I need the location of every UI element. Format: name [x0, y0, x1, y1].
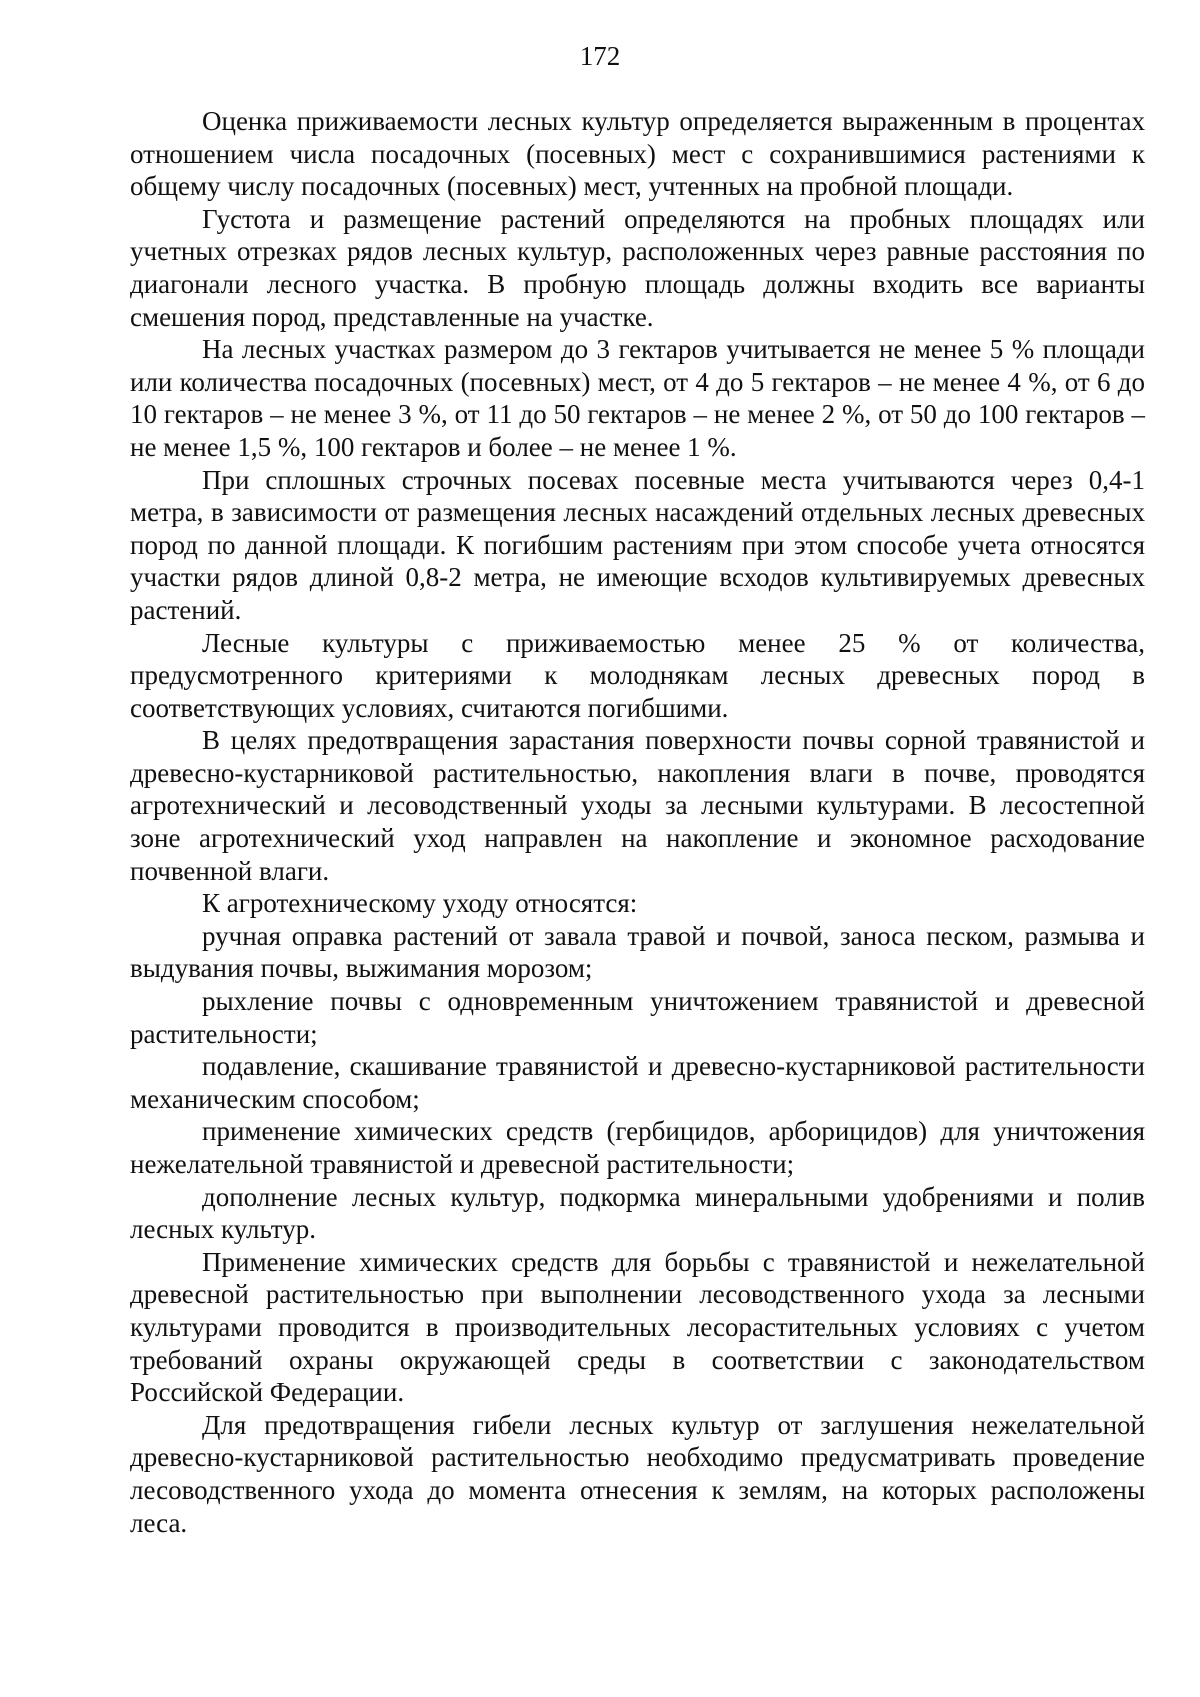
paragraph: При сплошных строчных посевах посевные места учитываются через 0,4-1 метра, в зависимости от размещения лесных насаждений отдельных лесных древесных пород по данной площади. К погибшим растениям при этом способе учета относятся участки рядов длиной 0,8-2 метра, не имеющие всходов культивируемых древесных растений. [130, 464, 1145, 625]
paragraph: К агротехническому уходу относятся: [202, 888, 638, 919]
list-item: подавление, скашивание травянистой и древесно-кустарниковой растительности механическим способом; [130, 1051, 1145, 1114]
paragraph: Оценка приживаемости лесных культур определяется выраженным в процентах отношением числа посадочных (посевных) мест с сохранившимися растениями к общему числу посадочных (посевных) мест, учтенных на пробной площади. [130, 106, 1145, 202]
list-item: ручная оправка растений от завала травой и почвой, заноса песком, размыва и выдувания почвы, выжимания морозом; [130, 920, 1145, 984]
paragraph: Лесные культуры с приживаемостью менее 25 % от количества, предусмотренного критериями к молоднякам лесных древесных пород в соответствующих условиях, считаются погибшими. [130, 627, 1145, 723]
paragraph: Применение химических средств для борьбы с травянистой и нежелательной древесной растительностью при выполнении лесоводственного ухода за лесными культурами проводится в производительных лесорастительных условиях с учетом требований охраны окружающей среды в соответствии с законодательством Российской Федерации. [130, 1246, 1145, 1408]
document-body [130, 105, 1145, 1539]
paragraph: Для предотвращения гибели лесных культур от заглушения нежелательной древесно-кустарниковой растительностью необходимо предусматривать проведение лесоводственного ухода до момента отнесения к землям, на которых расположены леса. [130, 1409, 1145, 1538]
page-number: 172 [579, 41, 621, 71]
list-item: дополнение лесных культур, подкормка минеральными удобрениями и полив лесных культур. [130, 1181, 1145, 1245]
paragraph: На лесных участках размером до 3 гектаров учитывается не менее 5 % площади или количества посадочных (посевных) мест, от 4 до 5 гектаров – не менее 4 %, от 6 до 10 гектаров – не менее 3 %, от 11 до 50 гектаров – не менее 2 %, от 50 до 100 гектаров – не менее 1,5 %, 100 гектаров и более – не менее 1 %. [130, 334, 1145, 462]
list-item: применение химических средств (гербицидов, арборицидов) для уничтожения нежелательной травянистой и древесной растительности; [130, 1116, 1145, 1179]
list-item: рыхление почвы с одновременным уничтожением травянистой и древесной растительности; [130, 986, 1145, 1049]
paragraph: В целях предотвращения зарастания поверхности почвы сорной травянистой и древесно-кустарниковой растительностью, накопления влаги в почве, проводятся агротехнический и лесоводственный уходы за лесными культурами. В лесостепной зоне агротехнический уход направлен на накопление и экономное расходование почвенной влаги. [130, 725, 1145, 886]
paragraph: Густота и размещение растений определяются на пробных площадях или учетных отрезках рядов лесных культур, расположенных через равные расстояния по диагонали лесного участка. В пробную площадь должны входить все варианты смешения пород, представленные на участке. [130, 203, 1145, 332]
